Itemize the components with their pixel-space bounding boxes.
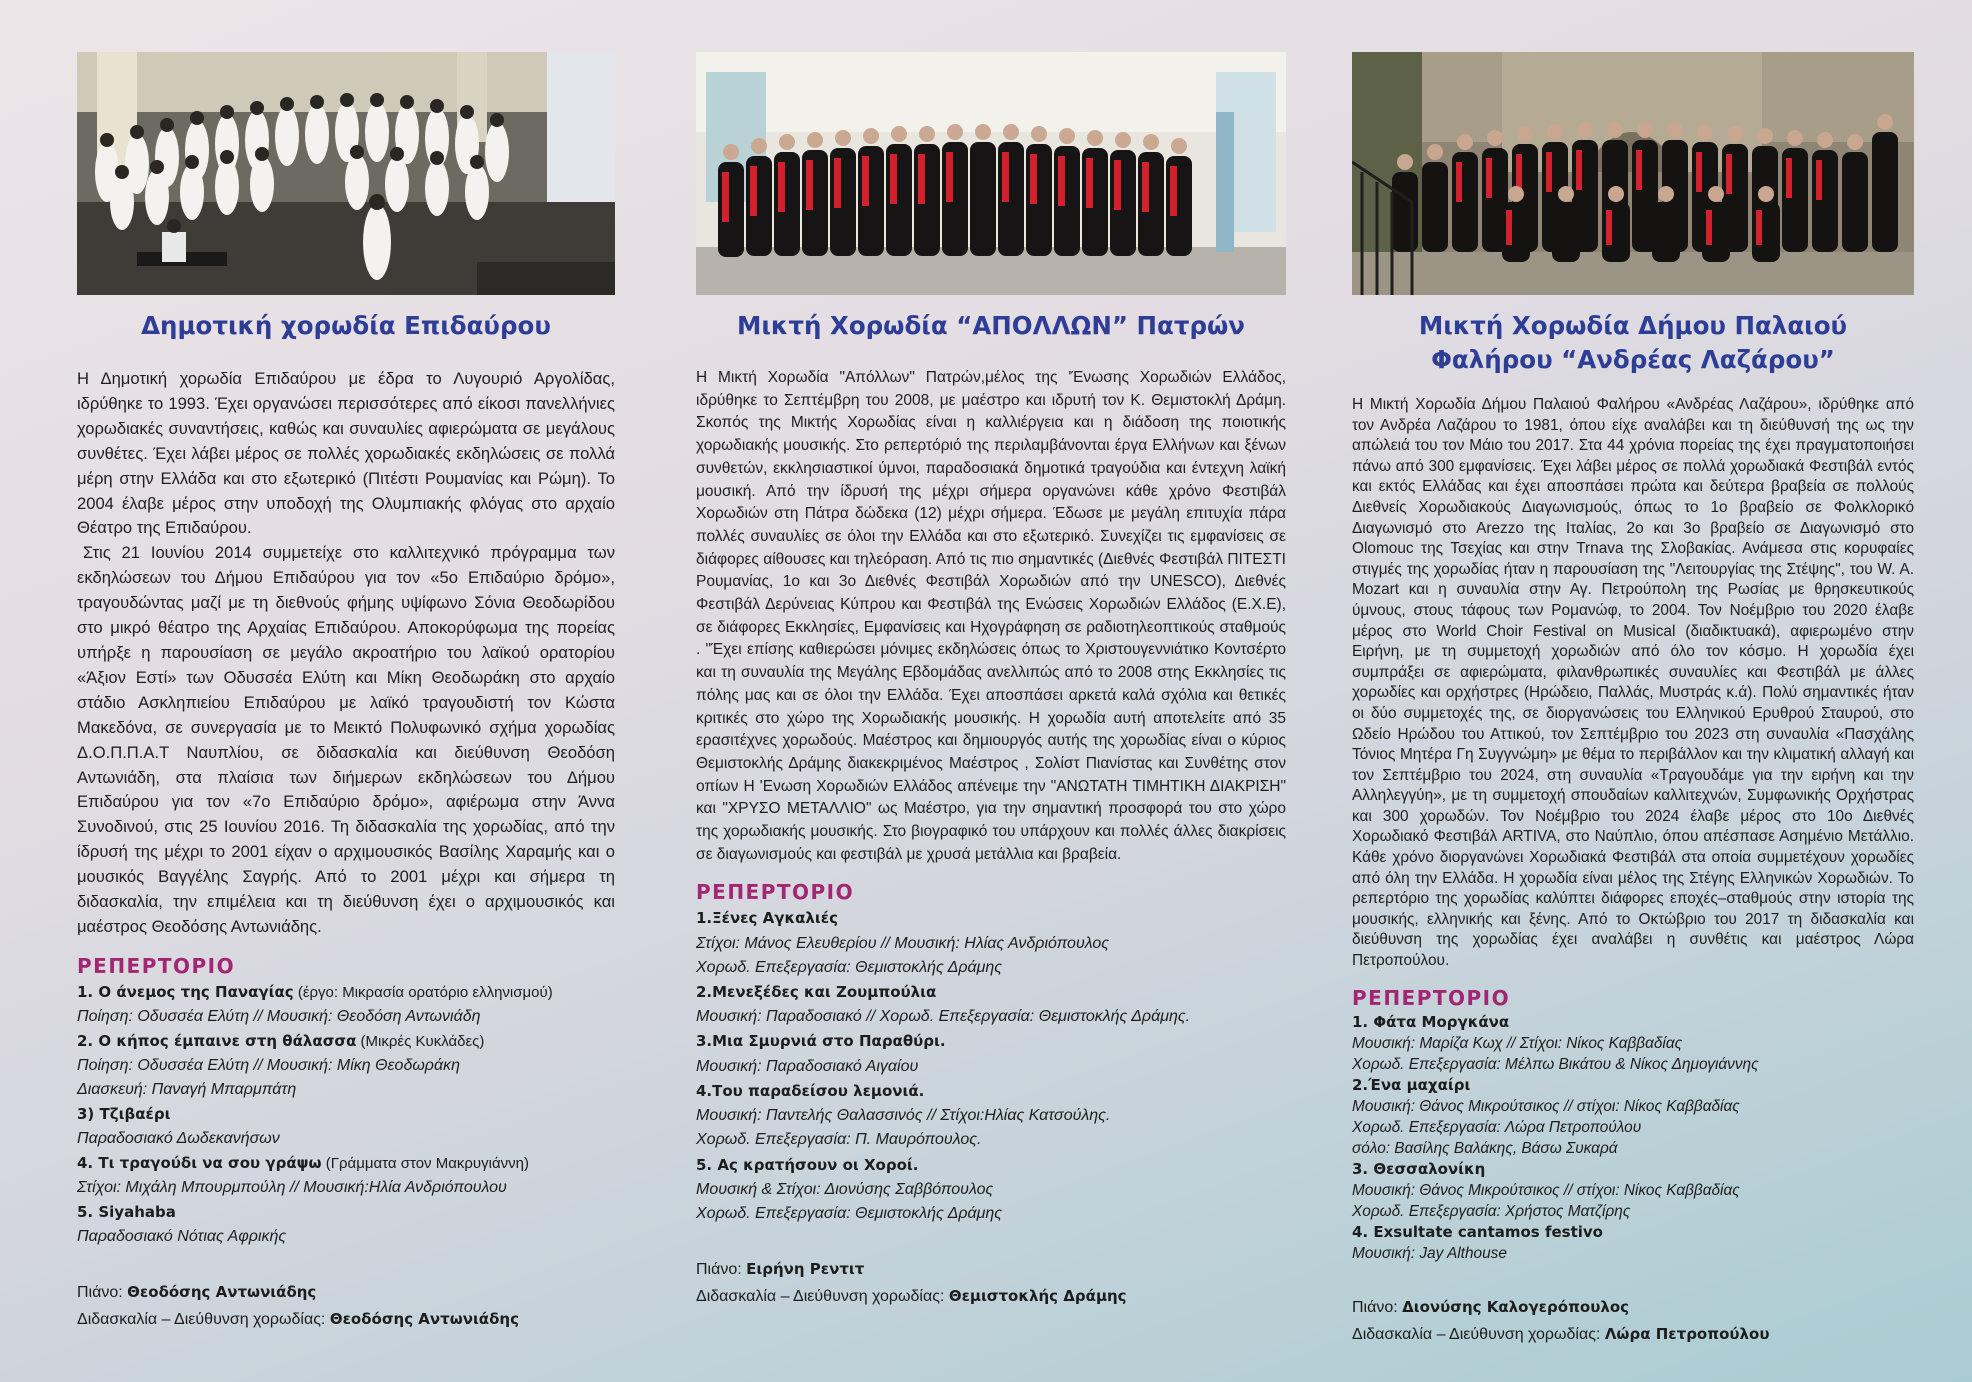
song-credit: Χορωδ. Επεξεργασία: Θεμιστοκλής Δράμης xyxy=(696,958,1003,976)
photo-apollon-choir xyxy=(696,52,1286,295)
director-name: Λώρα Πετροπούλου xyxy=(1604,1324,1770,1343)
song-credit: Ποίηση: Οδυσσέα Ελύτη // Μουσική: Μίκη Θεοδωράκη xyxy=(77,1056,460,1074)
director-credit xyxy=(1352,1321,1914,1348)
song-credit: Μουσική: Θάνος Μικρούτσικος // στίχοι: Νίκος Καββαδίας xyxy=(1352,1097,1740,1115)
song-credit: Χορωδ. Επεξεργασία: Χρήστος Ματζίρης xyxy=(1352,1202,1631,1220)
pianist-name: Διονύσης Καλογερόπουλος xyxy=(1402,1297,1630,1316)
piano-credit xyxy=(1352,1294,1914,1321)
bio-paragraph: Η Μικτή Χορωδία Δήμου Παλαιού Φαλήρου «Ανδρέας Λαζάρου», ιδρύθηκε από τον Ανδρέα Λαζάρου το 1981, όπου είχε αναλάβει και τη διεύθυνσή της ως την απώλειά του τον Μάιο του 2017. Στα 44 χρόνια πορείας της έχει πραγματοποιήσει πάνω από 300 εμφανίσεις. Έχει λάβει μέρος σε πολλά χορωδιακά Φεστιβάλ εντός και εκτός Ελλάδας και έχει αποσπάσει πρώτα και δεύτερα βραβεία σε πολλούς Διεθνείς Χορωδιακούς Διαγωνισμούς, όπως το 1ο βραβείο σε Φολκλορικό Διαγωνισμό στο Arezzo της Ιταλίας, 2ο και 3ο βραβείο σε Διαγωνισμό στο Olomouc της Τσεχίας και στην Trnava της Σλοβακίας. Ανάμεσα στις κορυφαίες στιγμές της χορωδίας ήταν η παρουσίαση της "Λειτουργίας της Στέψης", του W. A. Mozart και η συναυλία στην Αγ. Πετρούπολη της Ρωσίας με θρησκευτικούς ύμνους, στους τάφους των Ρομανώφ, το 2004. Τον Νοέμβριο του 2020 έλαβε μέρος στο World Choir Festival on Musical (διαδικτυακά), αφιερωμένο στην Ειρήνη, με τη συμμετοχή χορωδιών από όλο τον κόσμο. Η χορωδία έχει συμπράξει σε αφιερώματα, φιλανθρωπικές συναυλίες και Φεστιβάλ με άλλες χορωδίες και ορχήστρες (Ηρώδειο, Παλλάς, Μυστράς κ.ά). Πολύ σημαντικές ήταν οι δύο συμμετοχές της, σε διοργανώσεις του Ελληνικού Ερυθρού Σταυρού, στο Ωδείο Ηρώδου του Αττικού, τον Σεπτέμβριο του 2023 στη συναυλία «Πασχάλης Τόνιος Μητέρα Γη Συγγνώμη» με θέμα το περιβάλλον και την κλιματική αλλαγή και τον Σεπτέμβριο του 2024, στη συναυλία «Τραγουδάμε για την ειρήνη και την Αλληλεγγύη», με τη συμμετοχή σπουδαίων καλλιτεχνών, Συμφωνικής Ορχήστρας και 300 χορωδών. Τον Νοέμβριο του 2024 έλαβε μέρος στο 10ο Διεθνές Χορωδιακό Φεστιβάλ ARTIVA, στο Ναύπλιο, όπου απέσπασε Ασημένιο Μετάλλιο. Κάθε χρόνο διοργανώνει Χορωδιακά Φεστιβάλ στα οποία συμμετέχουν χορωδίες από όλη την Ελλάδα. Η χορωδία είναι μέλος της Στέγης Ελληνικών Χορωδιών. Το ρεπερτόριο της χορωδίας καλύπτει διάφορες εποχές–σταθμούς στην ιστορία της μουσικής, ελληνικής και ξένης. Από το Οκτώβριο του 2017 τη διδασκαλία και διεύθυνση της χορωδίας έχει αναλάβει η συνθέτις και μαέστρος Λώρα Πετροπούλου. xyxy=(1352,396,1914,970)
song-credit: Ποίηση: Οδυσσέα Ελύτη // Μουσική: Θεοδόση Αντωνιάδη xyxy=(77,1007,481,1025)
director-label: Διδασκαλία – Διεύθυνση χορωδίας: xyxy=(77,1310,330,1328)
song-note: (Γράμματα στον Μακρυγιάννη) xyxy=(321,1154,529,1172)
song-credit: Διασκευή: Παναγή Μπαρμπάτη xyxy=(77,1080,297,1098)
director-name: Θεμιστοκλής Δράμης xyxy=(948,1287,1127,1306)
repertoire-item xyxy=(1352,1222,1914,1264)
song-title: 4. Exsultate cantamos festivo xyxy=(1352,1222,1603,1241)
repertoire-item xyxy=(1352,1012,1914,1075)
song-credit: Χορωδ. Επεξεργασία: Π. Μαυρόπουλος. xyxy=(696,1131,982,1149)
song-title: 4.Του παραδείσου λεμονιά. xyxy=(696,1081,925,1100)
repertoire-heading: ΡΕΠΕΡΤΟΡΙΟ xyxy=(696,880,855,905)
credits-footer xyxy=(77,1279,615,1333)
repertoire-item xyxy=(77,1151,615,1200)
repertoire-heading: ΡΕΠΕΡΤΟΡΙΟ xyxy=(77,953,236,978)
director-credit xyxy=(696,1283,1286,1310)
piano-label: Πιάνο: xyxy=(77,1283,128,1301)
song-credit: Μουσική: Μαρίζα Κωχ // Στίχοι: Νίκος Καββαδίας xyxy=(1352,1034,1683,1052)
repertoire-item xyxy=(77,1102,615,1151)
song-credit: Χορωδ. Επεξεργασία: Μέλπω Βικάτου & Νίκος Δημογιάννης xyxy=(1352,1055,1759,1073)
song-title: 2.Ένα μαχαίρι xyxy=(1352,1075,1471,1094)
song-title: 1. Φάτα Μοργκάνα xyxy=(1352,1012,1510,1031)
column-epidavros xyxy=(77,52,615,1333)
photo-faliro-choir xyxy=(1352,52,1914,295)
credits-footer xyxy=(1352,1294,1914,1348)
choir-bio xyxy=(77,367,615,940)
song-title: 4. Τι τραγούδι να σου γράψω xyxy=(77,1153,322,1172)
pianist-name: Ειρήνη Ρεντιτ xyxy=(746,1260,865,1279)
director-name: Θεοδόσης Αντωνιάδης xyxy=(329,1309,519,1328)
director-label: Διδασκαλία – Διεύθυνση χορωδίας: xyxy=(1352,1325,1605,1343)
choir-bio xyxy=(1352,395,1914,972)
repertoire-item xyxy=(77,1029,615,1102)
choir-photo-image xyxy=(1352,52,1914,295)
repertoire-item xyxy=(696,1153,1286,1227)
repertoire-item xyxy=(77,980,615,1029)
choir-bio xyxy=(696,367,1286,866)
director-label: Διδασκαλία – Διεύθυνση χορωδίας: xyxy=(696,1288,949,1306)
song-title: 3. Θεσσαλονίκη xyxy=(1352,1159,1486,1178)
choir-photo-image xyxy=(696,52,1286,295)
song-note: (Μικρές Κυκλάδες) xyxy=(356,1032,485,1050)
song-credit: Χορωδ. Επεξεργασία: Λώρα Πετροπούλου xyxy=(1352,1118,1642,1136)
column-palaio-faliro xyxy=(1352,52,1914,1348)
column-apollon xyxy=(696,52,1286,1310)
repertoire-item xyxy=(696,1029,1286,1078)
repertoire-item xyxy=(696,980,1286,1029)
title-line: Φαλήρου “Ανδρέας Λαζάρου” xyxy=(1431,345,1835,374)
song-credit: σόλο: Βασίλης Βαλάκης, Βάσω Συκαρά xyxy=(1352,1139,1618,1157)
song-note: (έργο: Μικρασία ορατόριο ελληνισμού) xyxy=(293,983,553,1001)
pianist-name: Θεοδόσης Αντωνιάδης xyxy=(127,1282,317,1301)
song-title: 1. Ο άνεμος της Παναγίας xyxy=(77,982,294,1001)
repertoire-item xyxy=(696,906,1286,980)
song-credit: Στίχοι: Μάνος Ελευθερίου // Μουσική: Ηλίας Ανδριόπουλος xyxy=(696,934,1110,952)
song-credit: Χορωδ. Επεξεργασία: Θεμιστοκλής Δράμης xyxy=(696,1204,1003,1222)
repertoire-item xyxy=(1352,1075,1914,1159)
song-credit: Μουσική: Παραδοσιακό Αιγαίου xyxy=(696,1057,919,1075)
bio-paragraph: Η Μικτή Χορωδία "Απόλλων" Πατρών,μέλος της 'Ένωσης Χορωδιών Ελλάδος, ιδρύθηκε το Σεπτέμβρη του 2008, με μαέστρο και ιδρυτή τον Κ. Θεμιστοκλή Δράμη. Σκοπός της Μικτής Χορωδίας είναι η καλλιέργεια και η διάδοση της ποιοτικής χορωδιακής μουσικής. Στο ρεπερτόριό της περιλαμβάνονται έργα Ελλήνων και ξένων συνθετών, εκκλησιαστικοί ύμνοι, παραδοσιακά δημοτικά τραγούδια και έντεχνη λαϊκή μουσική. Από την ίδρυσή της μέχρι σήμερα οργανώνει κάθε χρόνο Φεστιβάλ Χορωδιών στη Πάτρα δώδεκα (12) μέχρι σήμερα. Έδωσε με μεγάλη επιτυχία πάρα πολλές συναυλίες σε όλοι την Ελλάδα και στο εξωτερικό. Συνεχίζει τις εμφανίσεις σε διάφορες αίθουσες και τηλεόραση. Από τις πιο σημαντικές (Διεθνές Φεστιβάλ ΠΙΤΕΣΤΙ Ρουμανίας, 1ο και 3ο Διεθνές Φεστιβάλ Χορωδιών από την UNESCO), Διεθνές Φεστιβάλ Δερύνειας Κύπρου και Φεστιβάλ της Ενώσεις Χορωδιών Ελλάδος (Ε.Χ.Ε), σε διάφορες Εκκλησίες, Εμφανίσεις και Ηχογράφηση σε ραδιοτηλεοπτικούς σταθμούς . "Έχει επίσης καθιερώσει μόνιμες εκδηλώσεις όπως το Χριστουγεννιάτικο Κοντσέρτο και τη συναυλία της Μεγάλης Εβδομάδας ανελλιπώς από το 2008 στης Εκκλησίες τις πόλης μας και σε όλοι την Ελλάδα. Έχει αποσπάσει αρκετά καλά σχόλια και θετικές κριτικές στο χώρο της Χορωδιακής μουσικής. Η χορωδία αυτή αποτελείτε από 35 ερασιτέχνες χορωδούς. Μαέστρος και δημιουργός αυτής της χορωδίας είναι ο κύριος Θεμιστοκλής Δράμης διακεκριμένος Μαέστρος , Σολίστ Πιανίστας και Συνθέτης στον οπίων Η 'Ενωση Χορωδιών Ελλάδος απένειμε την "ΑΝΩΤΑΤΗ ΤΙΜΗΤΙΚΗ ΔΙΑΚΡΙΣΗ" και "ΧΡΥΣΟ ΜΕΤΑΛΛΙΟ" ως Μαέστρο, για την σημαντική προσφορά του στο χώρο της χορωδιακής μουσικής. Στο βιογραφικό του υπάρχουν και πολλές άλλες διακρίσεις σε διαγωνισμούς και φεστιβάλ με χρυσά μετάλλια και βραβεία. xyxy=(696,369,1286,863)
song-title: 5. Siyahaba xyxy=(77,1202,176,1221)
photo-epidavros-choir xyxy=(77,52,615,295)
song-title: 2.Μενεξέδες και Ζουμπούλια xyxy=(696,983,937,1002)
song-title: 2. Ο κήπος έμπαινε στη θάλασσα xyxy=(77,1031,357,1050)
song-credit: Μουσική & Στίχοι: Διονύσης Σαββόπουλος xyxy=(696,1180,994,1198)
choir-photo-image xyxy=(77,52,615,295)
credits-footer xyxy=(696,1256,1286,1310)
repertoire-item xyxy=(1352,1159,1914,1222)
song-title: 3) Τζιβαέρι xyxy=(77,1104,171,1123)
choir-title: Δημοτική χορωδία Επιδαύρου xyxy=(141,311,551,340)
piano-credit xyxy=(696,1256,1286,1283)
song-title: 3.Μια Σμυρνιά στο Παραθύρι. xyxy=(696,1032,946,1051)
song-credit: Στίχοι: Μιχάλη Μπουρμπούλη // Μουσική:Ηλία Ανδριόπουλου xyxy=(77,1178,507,1196)
song-credit: Μουσική: Θάνος Μικρούτσικος // στίχοι: Νίκος Καββαδίας xyxy=(1352,1181,1740,1199)
director-credit xyxy=(77,1306,615,1333)
repertoire-heading: ΡΕΠΕΡΤΟΡΙΟ xyxy=(1352,985,1511,1010)
song-credit: Παραδοσιακό Νότιας Αφρικής xyxy=(77,1227,287,1245)
song-credit: Μουσική: Jay Althouse xyxy=(1352,1244,1507,1262)
bio-paragraph: Η Δημοτική χορωδία Επιδαύρου με έδρα το Λυγουριό Αργολίδας, ιδρύθηκε το 1993. Έχει οργανώσει περισσότερες από είκοσι πανελλήνιες χορωδιακές συναντήσεις, καθώς και συναυλίες αφιερώματα σε μεγάλους συνθέτες. Έχει λάβει μέρος σε πολλές χορωδιακές εκδηλώσεις σε πολλά μέρη στην Ελλάδα και στο εξωτερικό (Πιτέστι Ρουμανίας και Ρώμη). Το 2004 έλαβε μέρος στην υποδοχή της Ολυμπιακής φλόγας στο αρχαίο Θέατρο της Επιδαύρου. xyxy=(77,369,615,538)
song-title: 5. Ας κρατήσουν οι Χοροί. xyxy=(696,1155,919,1174)
song-credit: Μουσική: Παντελής Θαλασσινός // Στίχοι:Ηλίας Κατσούλης. xyxy=(696,1107,1111,1125)
piano-label: Πιάνο: xyxy=(696,1261,747,1279)
piano-credit xyxy=(77,1279,615,1306)
choir-title xyxy=(1352,309,1914,377)
repertoire-item xyxy=(77,1200,615,1249)
bio-paragraph: Στις 21 Ιουνίου 2014 συμμετείχε στο καλλιτεχνικό πρόγραμμα των εκδηλώσεων του Δήμου Επιδαύρου για τον «5ο Επιδαύριο δρόμο», τραγουδώντας μαζί με τη διεθνούς φήμης υψίφωνο Σόνια Θεοδωρίδου στο μικρό θέατρο της Αρχαίας Επιδαύρου. Αποκορύφωμα της πορείας υπήρξε η παρουσίαση σε μεγάλο ακροατήριο του λαϊκού ορατορίου «Άξιον Εστί» των Οδυσσέα Ελύτη και Μίκη Θεοδωράκη στο αρχαίο στάδιο Ασκληπιείου Επιδαύρου με λαϊκό τραγουδιστή τον Κώστα Μακεδόνα, σε συνεργασία με το Μεικτό Πολυφωνικό σχήμα χορωδίας Δ.Ο.Π.Π.Α.Τ Ναυπλίου, σε διδασκαλία και διεύθυνση Θεοδόση Αντωνιάδη, στα πλαίσια των διήμερων εκδηλώσεων του Δήμου Επιδαύρου για τον «7ο Επιδαύριο δρόμο», αφιέρωμα στην Άννα Συνοδινού, στις 25 Ιουνίου 2016. Τη διδασκαλία της χορωδίας, από την ίδρυσή της μέχρι το 2001 είχαν ο αρχιμουσικός Βασίλης Χαραμής και ο μουσικός Βαγγέλης Σαγρής. Από το 2001 μέχρι και σήμερα τη διδασκαλία, την επιμέλεια και τη διεύθυνση έχει ο αρχιμουσικός και μαέστρος Θεοδόσης Αντωνιάδης. xyxy=(77,543,615,936)
piano-label: Πιάνο: xyxy=(1352,1298,1403,1316)
choir-title: Μικτή Χορωδία “ΑΠΟΛΛΩΝ” Πατρών xyxy=(736,311,1245,340)
song-credit: Μουσική: Παραδοσιακό // Χορωδ. Επεξεργασία: Θεμιστοκλής Δράμης. xyxy=(696,1008,1191,1026)
song-credit: Παραδοσιακό Δωδεκανήσων xyxy=(77,1129,280,1147)
song-title: 1.Ξένες Αγκαλιές xyxy=(696,909,839,928)
title-line: Μικτή Χορωδία Δήμου Παλαιού xyxy=(1418,311,1848,340)
repertoire-item xyxy=(696,1079,1286,1153)
